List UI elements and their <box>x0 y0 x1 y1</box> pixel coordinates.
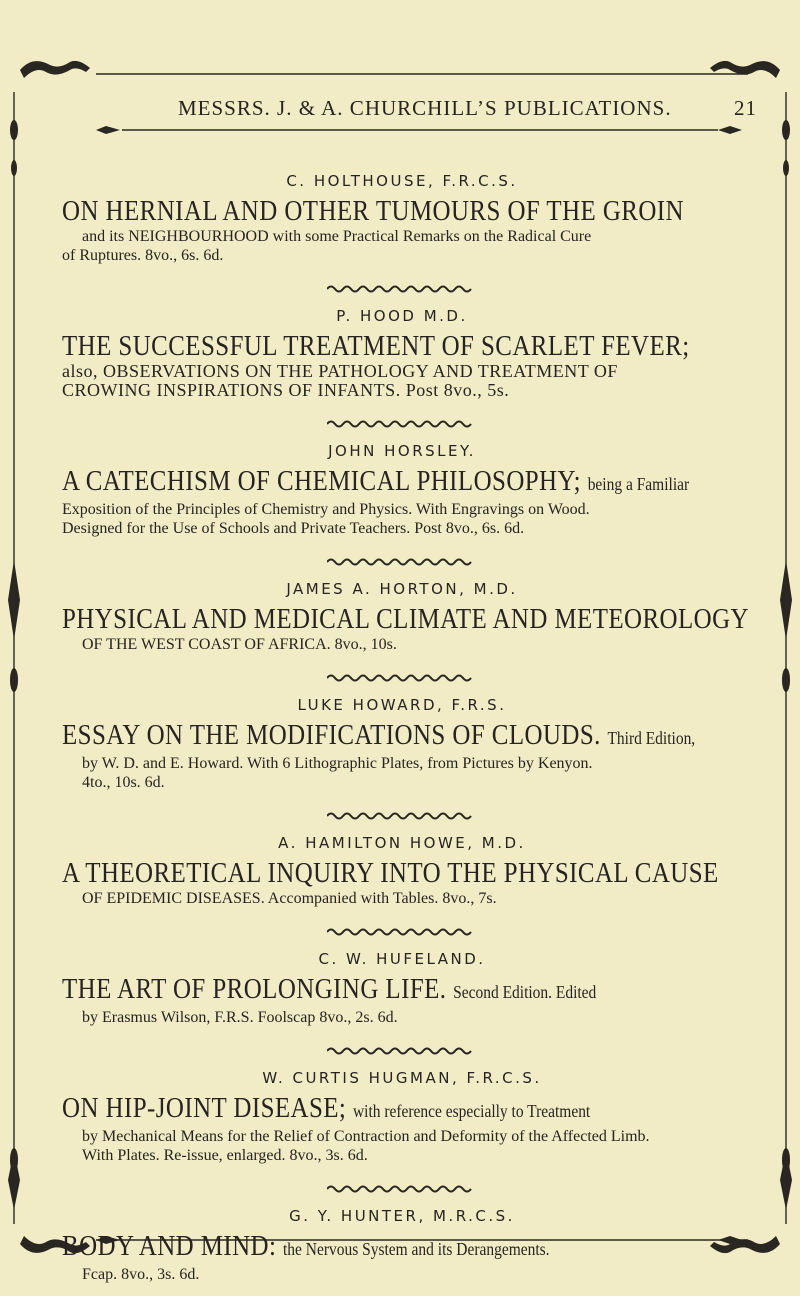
book-description: by Erasmus Wilson, F.R.S. Foolscap 8vo., 2s. 6d. <box>82 1009 398 1026</box>
ornamental-separator <box>62 554 742 566</box>
book-description: by W. D. and E. Howard. With 6 Lithographic Plates, from Pictures by Kenyon. <box>82 755 593 772</box>
book-description: With Plates. Re-issue, enlarged. 8vo., 3s. 6d. <box>82 1147 368 1164</box>
ornamental-separator <box>62 924 742 936</box>
ornamental-separator <box>62 416 742 428</box>
book-description: Designed for the Use of Schools and Private Teachers. Post 8vo., 6s. 6d. <box>62 520 525 537</box>
list-item <box>62 950 742 1027</box>
author-name: JOHN HORSLEY. <box>328 442 476 460</box>
author-name: P. HOOD M.D. <box>336 307 468 325</box>
book-title: PHYSICAL AND MEDICAL CLIMATE AND METEOROLOGY <box>62 603 749 635</box>
publication-list <box>62 172 749 1284</box>
book-description: OF EPIDEMIC DISEASES. Accompanied with Tables. 8vo., 7s. <box>82 890 497 907</box>
book-description: OF THE WEST COAST OF AFRICA. 8vo., 10s. <box>82 636 397 653</box>
book-description: also, OBSERVATIONS ON THE PATHOLOGY AND TREATMENT OF <box>62 361 618 381</box>
book-title: A CATECHISM OF CHEMICAL PHILOSOPHY; <box>62 465 582 497</box>
list-item <box>62 580 749 654</box>
author-name: JAMES A. HORTON, M.D. <box>286 580 518 598</box>
book-title: ESSAY ON THE MODIFICATIONS OF CLOUDS. <box>62 719 601 751</box>
book-description: by Mechanical Means for the Relief of Contraction and Deformity of the Affected Limb. <box>82 1128 650 1145</box>
list-item <box>62 1069 742 1165</box>
book-title-continuation: the Nervous System and its Derangements. <box>282 1239 550 1259</box>
list-item <box>62 442 742 538</box>
ornamental-separator <box>62 808 742 820</box>
book-title: A THEORETICAL INQUIRY INTO THE PHYSICAL CAUSE <box>62 857 719 889</box>
book-description: 4to., 10s. 6d. <box>82 774 165 791</box>
author-name: A. HAMILTON HOWE, M.D. <box>278 834 526 852</box>
book-title: BODY AND MIND: <box>62 1230 277 1262</box>
book-title-line <box>62 1231 647 1265</box>
page-number: 21 <box>734 96 757 120</box>
list-item <box>62 1207 742 1284</box>
ornamental-separator <box>62 1181 742 1193</box>
book-title-line <box>62 1093 647 1127</box>
book-description: of Ruptures. 8vo., 6s. 6d. <box>62 247 224 264</box>
book-description: CROWING INSPIRATIONS OF INFANTS. Post 8vo., 5s. <box>62 380 510 400</box>
book-title: ON HIP-JOINT DISEASE; <box>62 1092 347 1124</box>
ornamental-separator <box>62 670 742 682</box>
author-name: LUKE HOWARD, F.R.S. <box>297 696 507 714</box>
list-item <box>62 307 742 400</box>
list-item <box>62 834 742 908</box>
list-item <box>62 172 742 265</box>
author-name: C. W. HUFELAND. <box>318 950 486 968</box>
ornamental-separator <box>62 281 742 293</box>
book-title-continuation: Second Edition. Edited <box>453 982 597 1002</box>
book-title-line <box>62 719 696 754</box>
list-item <box>62 696 742 792</box>
book-title-line <box>62 974 647 1008</box>
author-name: W. CURTIS HUGMAN, F.R.C.S. <box>262 1069 542 1087</box>
ornamental-separator <box>62 1043 742 1055</box>
running-title: MESSRS. J. & A. CHURCHILL’S PUBLICATIONS. <box>178 96 672 120</box>
book-description: and its NEIGHBOURHOOD with some Practical Remarks on the Radical Cure <box>82 228 592 245</box>
book-title: ON HERNIAL AND OTHER TUMOURS OF THE GROIN <box>62 195 684 227</box>
author-name: G. Y. HUNTER, M.R.C.S. <box>289 1207 515 1225</box>
book-title-continuation: with reference especially to Treatment <box>352 1101 591 1121</box>
book-description: Fcap. 8vo., 3s. 6d. <box>82 1266 200 1283</box>
book-title: THE ART OF PROLONGING LIFE. <box>62 973 447 1005</box>
author-name: C. HOLTHOUSE, F.R.C.S. <box>286 172 518 190</box>
book-title-continuation: being a Familiar <box>587 474 690 494</box>
book-title: THE SUCCESSFUL TREATMENT OF SCARLET FEVER; <box>62 330 690 362</box>
book-title-line <box>62 465 690 500</box>
book-title-continuation: Third Edition, <box>607 728 696 748</box>
book-description: Exposition of the Principles of Chemistry and Physics. With Engravings on Wood. <box>62 501 590 518</box>
